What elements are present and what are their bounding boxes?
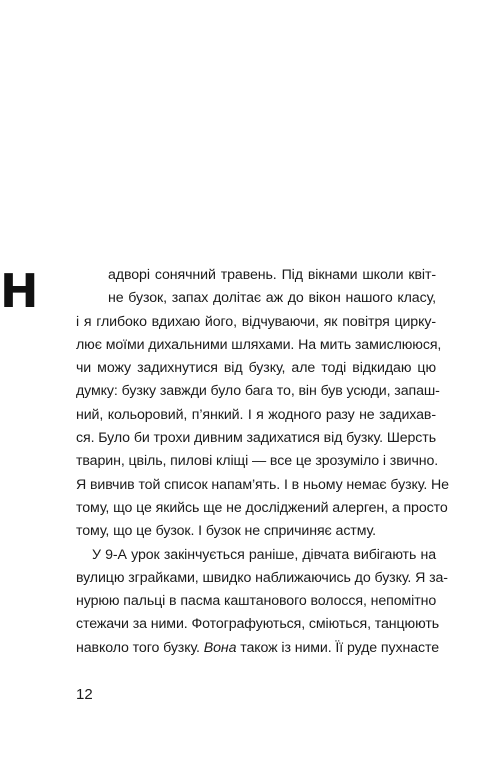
text-line: не бузок, запах долітає аж до вікон нашого класу, [108, 290, 436, 307]
italic-word: Вона [203, 639, 237, 656]
text-line: ся. Було би трохи дивним задихатися від бузку. Шерсть [76, 430, 436, 447]
text-line: чи можу задихнутися від бузку, але тоді відкидаю цю [76, 360, 436, 377]
drop-cap: Н [0, 264, 39, 318]
text-line: адворі сонячний травень. Під вікнами школи квіт- [108, 267, 436, 283]
text-line: Я вивчив той список напам’ять. І в ньому немає бузку. Не [76, 476, 449, 493]
text-line: тварин, цвіль, пилові кліщі — все це зрозуміло і звично. [76, 453, 439, 470]
body-text [76, 264, 449, 660]
page-number: 12 [76, 686, 93, 703]
text-line: стежачи за ними. Фотографуються, сміються, танцюють [76, 616, 440, 633]
text-segment: також із ними. Її руде пухнасте [236, 639, 440, 656]
text-line: ний, кольоровий, п’янкий. І я жодного разу не задихав- [76, 406, 436, 423]
text-line: лює моїми дихальними шляхами. На мить замислююся, [76, 336, 442, 353]
text-line: думку: бузку завжди було бага то, він був усюди, запаш- [76, 383, 440, 400]
text-line: нурюю пальці в пасма каштанового волосся, непомітно [76, 593, 437, 610]
text-line: тому, що це бузок. І бузок не спричиняє астму. [76, 523, 376, 540]
text-line: У 9-А урок закінчується раніше, дівчата вибігають на [92, 546, 436, 563]
text-segment: навколо того бузку. [76, 639, 204, 656]
text-line: вулицю зграйками, швидко наближаючись до бузку. Я за- [76, 569, 448, 586]
text-line-with-italic [76, 637, 440, 660]
text-line: тому, що це якийсь ще не досліджений алерген, а просто [76, 499, 448, 516]
text-line: і я глибоко вдихаю його, відчуваючи, як повітря цирку- [76, 313, 436, 330]
